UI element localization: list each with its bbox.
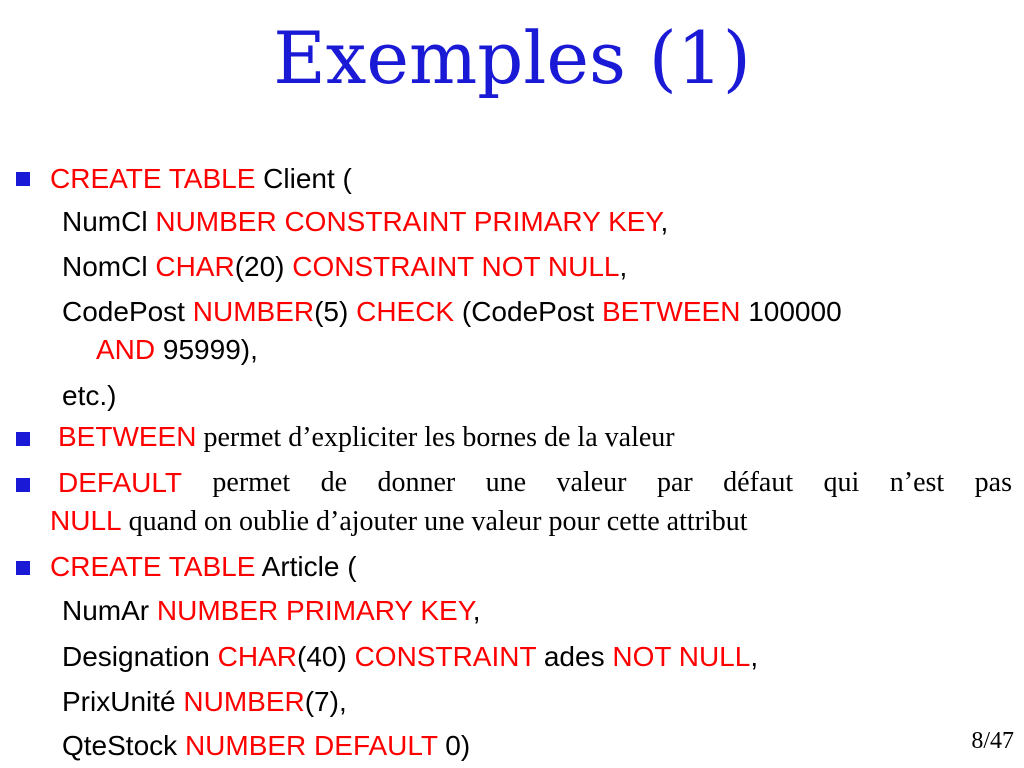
sql-keyword: CONSTRAINT NOT NULL — [292, 251, 620, 282]
sql-keyword: CREATE TABLE — [50, 551, 256, 582]
bullet-default-line1 — [58, 469, 1012, 497]
justified-word: donner — [377, 467, 456, 498]
code-text: PrixUnité — [62, 686, 184, 717]
code-text: , — [619, 251, 628, 282]
sql-keyword: CHECK — [356, 296, 455, 327]
bullet-default-line2 — [50, 507, 748, 536]
justified-word: une — [485, 467, 527, 498]
justified-word: qui — [823, 467, 860, 498]
code-text: NomCl — [62, 251, 156, 282]
code-line-nomcl — [62, 253, 627, 281]
code-text: 95999), — [155, 334, 258, 365]
sql-keyword: CHAR — [217, 641, 297, 672]
sql-keyword: NUMBER PRIMARY KEY — [156, 595, 473, 626]
code-text: (5) — [314, 296, 357, 327]
bullet-between — [58, 423, 675, 452]
code-text: (40) — [297, 641, 355, 672]
explanation-text: quand on oublie d’ajouter une valeur pour cette attribut — [121, 506, 748, 537]
code-text: 0) — [437, 730, 471, 761]
code-line-numar — [62, 597, 481, 625]
sql-keyword: NUMBER DEFAULT — [184, 730, 438, 761]
bullet-create-table-client — [50, 165, 352, 193]
sql-keyword: NOT NULL — [612, 641, 751, 672]
sql-keyword: CONSTRAINT — [354, 641, 537, 672]
sql-keyword: AND — [96, 334, 156, 365]
code-text: ades — [536, 641, 613, 672]
code-line-prixunite — [62, 688, 347, 716]
sql-keyword: NUMBER — [183, 686, 305, 717]
code-text: (20) — [234, 251, 293, 282]
justified-word: de — [320, 467, 348, 498]
code-text: NumAr — [62, 595, 157, 626]
code-line-codepost — [62, 298, 1012, 326]
explanation-text: permet d’expliciter les bornes de la valeur — [196, 422, 675, 453]
sql-keyword: BETWEEN — [601, 296, 741, 327]
code-text: (CodePost — [454, 296, 602, 327]
justified-word: défaut — [723, 467, 794, 498]
code-text: (7), — [304, 686, 347, 717]
sql-keyword: CHAR — [155, 251, 235, 282]
justified-word: n’est — [889, 467, 945, 498]
bullet-square-icon — [16, 561, 30, 575]
sql-keyword: CREATE TABLE — [50, 163, 256, 194]
code-text: Client ( — [255, 163, 352, 194]
code-text: NumCl — [62, 206, 156, 237]
bullet-create-table-article — [50, 553, 357, 581]
code-text: 100000 — [740, 296, 842, 327]
page-number: 8/47 — [971, 728, 1014, 754]
justified-word: pas — [974, 467, 1012, 498]
code-line-and — [96, 336, 258, 364]
code-text: QteStock — [62, 730, 185, 761]
code-line-etc — [62, 382, 116, 410]
code-line-qtestock — [62, 732, 470, 760]
code-text: Article ( — [255, 551, 357, 582]
code-line-designation — [62, 643, 758, 671]
code-text: , — [660, 206, 669, 237]
sql-keyword: NUMBER — [192, 296, 315, 327]
bullet-square-icon — [16, 432, 30, 446]
sql-keyword: DEFAULT — [58, 467, 182, 498]
sql-keyword: BETWEEN — [58, 421, 197, 452]
code-text: CodePost — [62, 296, 193, 327]
bullet-square-icon — [16, 172, 30, 186]
sql-keyword: NULL — [50, 505, 122, 536]
code-text: , — [750, 641, 759, 672]
code-text: , — [472, 595, 481, 626]
code-word-group — [62, 298, 842, 326]
slide-title: Exemples (1) — [273, 16, 751, 100]
justified-word: par — [656, 467, 693, 498]
bullet-square-icon — [16, 478, 30, 492]
code-text: etc.) — [62, 380, 117, 411]
code-text: Designation — [62, 641, 218, 672]
sql-keyword: NUMBER CONSTRAINT PRIMARY KEY — [155, 206, 661, 237]
code-line-numcl — [62, 208, 668, 236]
justified-word: permet — [212, 467, 291, 498]
justified-word: valeur — [556, 467, 627, 498]
